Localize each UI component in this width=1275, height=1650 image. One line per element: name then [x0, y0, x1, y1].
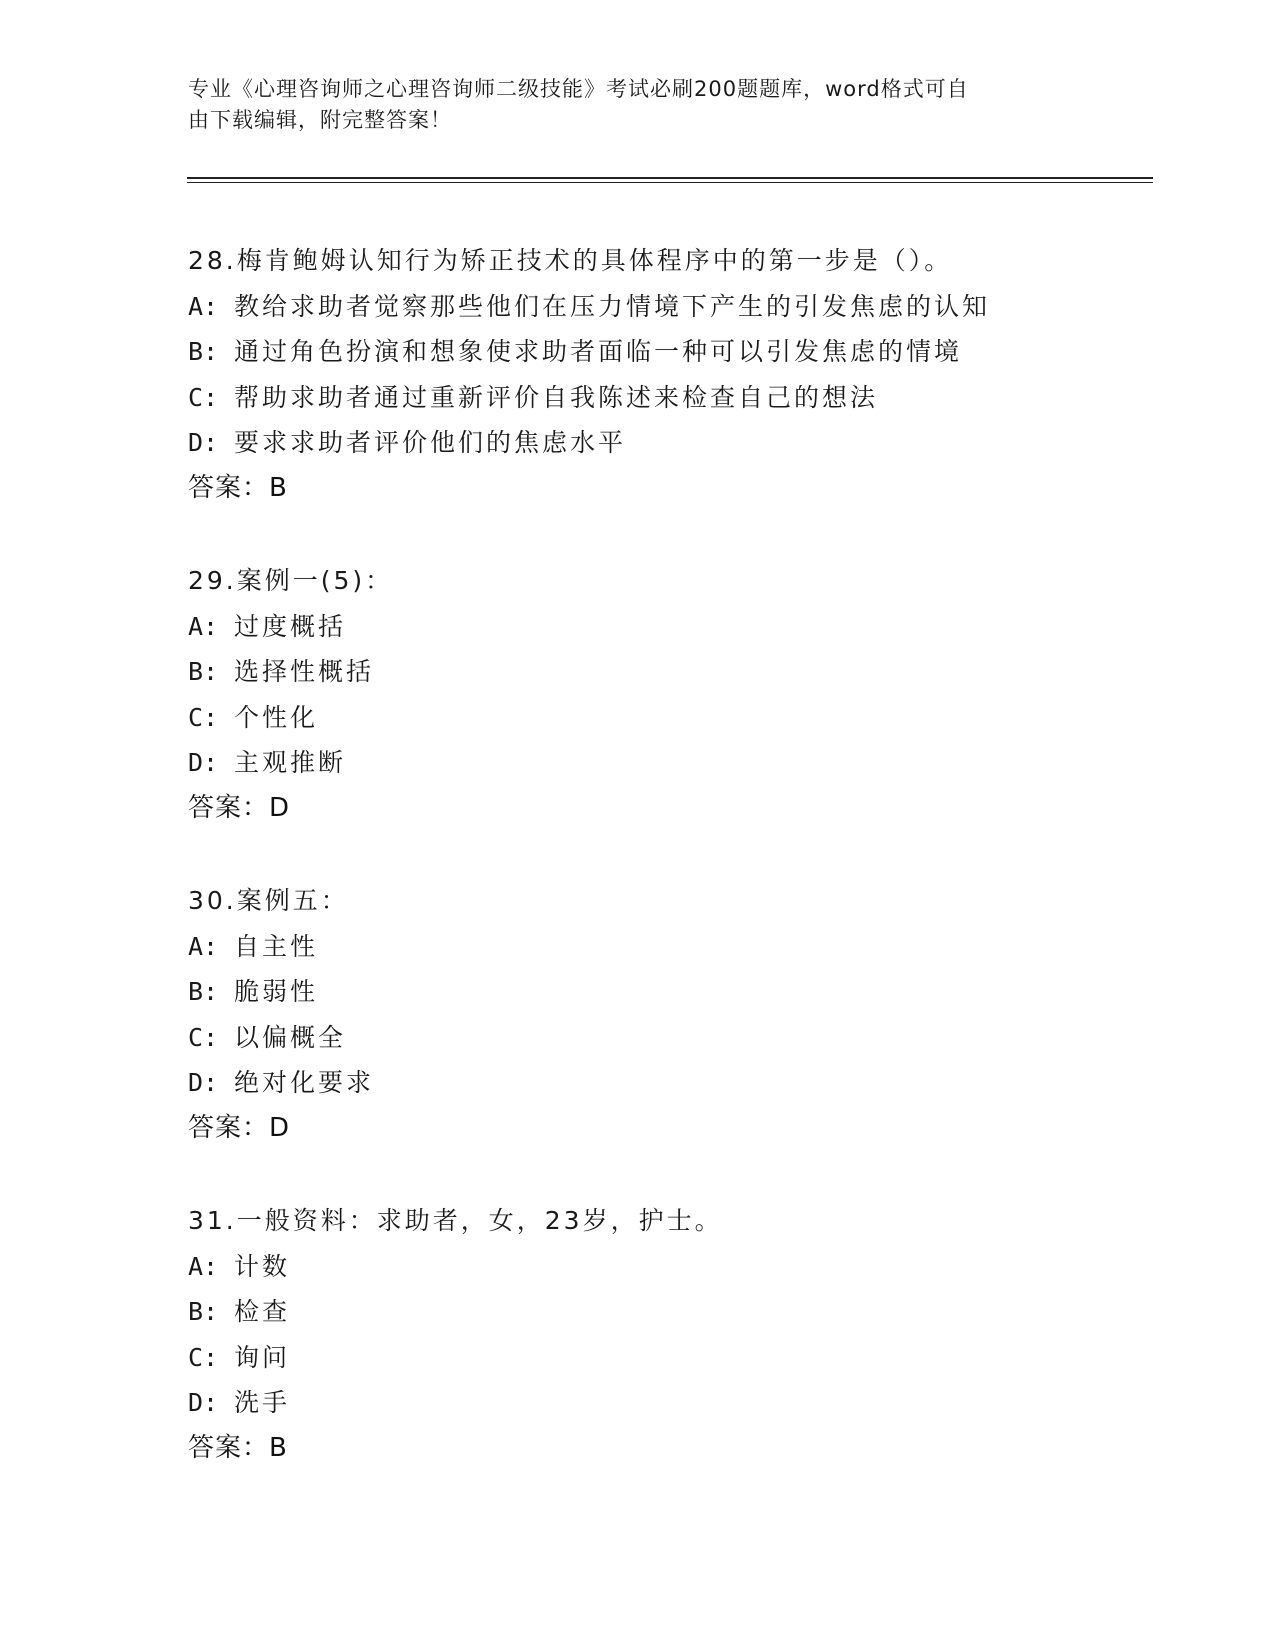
question-stem: 28.梅肯鲍姆认知行为矫正技术的具体程序中的第一步是（）。 — [188, 246, 953, 275]
option-key: A: — [188, 611, 219, 641]
question-block-31 — [188, 1198, 1148, 1472]
option-key: C: — [188, 1022, 219, 1052]
option-key: D: — [188, 748, 219, 778]
option-text: 洗手 — [234, 1388, 291, 1418]
question-block-29 — [188, 558, 1148, 832]
option-text: 要求求助者评价他们的焦虑水平 — [234, 428, 627, 458]
question-stem: 30.案例五： — [188, 886, 349, 915]
option-key: D: — [188, 1388, 219, 1418]
option-text: 询问 — [234, 1342, 291, 1372]
option-text: 帮助求助者通过重新评价自我陈述来检查自己的想法 — [234, 382, 879, 412]
option-key: A: — [188, 1251, 219, 1281]
option-b — [188, 969, 1148, 1015]
option-text: 以偏概全 — [234, 1022, 347, 1052]
option-a — [188, 604, 1148, 650]
option-key: D: — [188, 1068, 219, 1098]
option-text: 检查 — [234, 1297, 291, 1327]
option-b — [188, 649, 1148, 695]
document-header — [188, 74, 1088, 136]
option-text: 主观推断 — [234, 748, 347, 778]
option-a — [188, 284, 1148, 330]
option-c — [188, 375, 1148, 421]
option-text: 脆弱性 — [234, 977, 319, 1007]
option-d — [188, 420, 1148, 466]
option-text: 通过角色扮演和想象使求助者面临一种可以引发焦虑的情境 — [234, 337, 963, 367]
option-text: 选择性概括 — [234, 657, 375, 687]
option-key: C: — [188, 702, 219, 732]
answer-line: 答案：B — [188, 472, 288, 503]
option-c — [188, 1015, 1148, 1061]
option-key: B: — [188, 337, 219, 367]
question-stem: 29.案例一(5)： — [188, 566, 394, 595]
option-text: 计数 — [234, 1251, 291, 1281]
question-stem: 31.一般资料：求助者，女，23岁，护士。 — [188, 1206, 723, 1235]
option-key: D: — [188, 428, 219, 458]
option-key: C: — [188, 382, 219, 412]
option-key: B: — [188, 1297, 219, 1327]
answer-line: 答案：D — [188, 792, 291, 823]
option-text: 自主性 — [234, 931, 319, 961]
option-d — [188, 1060, 1148, 1106]
answer-line: 答案：B — [188, 1432, 288, 1463]
header-divider-thin — [187, 182, 1153, 183]
option-text: 过度概括 — [234, 611, 347, 641]
question-block-30 — [188, 878, 1148, 1152]
option-c — [188, 1335, 1148, 1381]
option-text: 绝对化要求 — [234, 1068, 375, 1098]
question-block-28 — [188, 238, 1148, 512]
header-line-1: 专业《心理咨询师之心理咨询师二级技能》考试必刷200题题库，word格式可自 — [188, 77, 969, 101]
header-line-2: 由下载编辑，附完整答案！ — [188, 108, 452, 132]
option-a — [188, 924, 1148, 970]
option-key: A: — [188, 931, 219, 961]
header-divider-thick — [187, 177, 1153, 179]
option-d — [188, 740, 1148, 786]
option-key: B: — [188, 657, 219, 687]
option-text: 教给求助者觉察那些他们在压力情境下产生的引发焦虑的认知 — [234, 291, 991, 321]
option-key: A: — [188, 291, 219, 321]
answer-line: 答案：D — [188, 1112, 291, 1143]
option-key: B: — [188, 977, 219, 1007]
option-b — [188, 1289, 1148, 1335]
option-d — [188, 1380, 1148, 1426]
option-a — [188, 1244, 1148, 1290]
option-key: C: — [188, 1342, 219, 1372]
option-b — [188, 329, 1148, 375]
option-c — [188, 695, 1148, 741]
option-text: 个性化 — [234, 702, 319, 732]
